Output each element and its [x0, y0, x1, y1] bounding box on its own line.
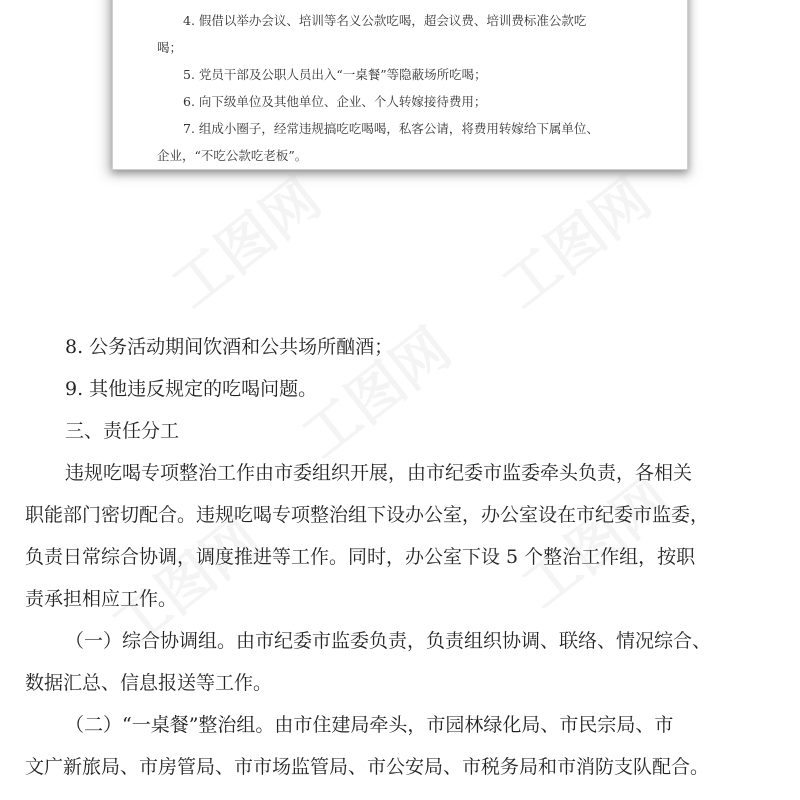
- card-line: 喝；: [157, 40, 183, 55]
- card-line: 企业，“不吃公款吃老板”。: [157, 148, 308, 163]
- paragraph-line: （一）综合协调组。由市纪委市监委负责，负责组织协调、联络、情况综合、: [65, 630, 712, 652]
- watermark: [483, 157, 665, 323]
- card-line: 6. 向下级单位及其他单位、企业、个人转嫁接待费用；: [183, 94, 487, 109]
- section-heading: 三、责任分工: [65, 420, 180, 442]
- watermark: [153, 157, 335, 323]
- paragraph-line: 违规吃喝专项整治工作由市委组织开展，由市纪委市监委牵头负责，各相关: [65, 462, 693, 484]
- list-item: 9. 其他违反规定的吃喝问题。: [65, 378, 318, 400]
- paragraph-line: 数据汇总、信息报送等工作。: [25, 672, 273, 694]
- document-preview-card: [112, 0, 688, 170]
- paragraph-line: 文广新旅局、市房管局、市市场监管局、市公安局、市税务局和市消防支队配合。: [25, 756, 710, 778]
- list-item: 8. 公务活动期间饮酒和公共场所酗酒；: [65, 336, 394, 358]
- paragraph-line: 负责日常综合协调，调度推进等工作。同时，办公室下设 5 个整治工作组，按职: [25, 546, 696, 568]
- paragraph-line: （二）“一桌餐”整治组。由市住建局牵头，市园林绿化局、市民宗局、市: [65, 714, 674, 736]
- paragraph-line: 责承担相应工作。: [25, 588, 178, 610]
- card-line: 4. 假借以举办会议、培训等名义公款吃喝，超会议费、培训费标准公款吃: [183, 13, 587, 28]
- card-line: 5. 党员干部及公职人员出入“一桌餐”等隐蔽场所吃喝；: [183, 67, 487, 82]
- card-line: 7. 组成小圈子，经常违规搞吃吃喝喝，私客公请，将费用转嫁给下属单位、: [183, 121, 599, 136]
- paragraph-line: 职能部门密切配合。违规吃喝专项整治组下设办公室，办公室设在市纪委市监委，: [25, 504, 710, 526]
